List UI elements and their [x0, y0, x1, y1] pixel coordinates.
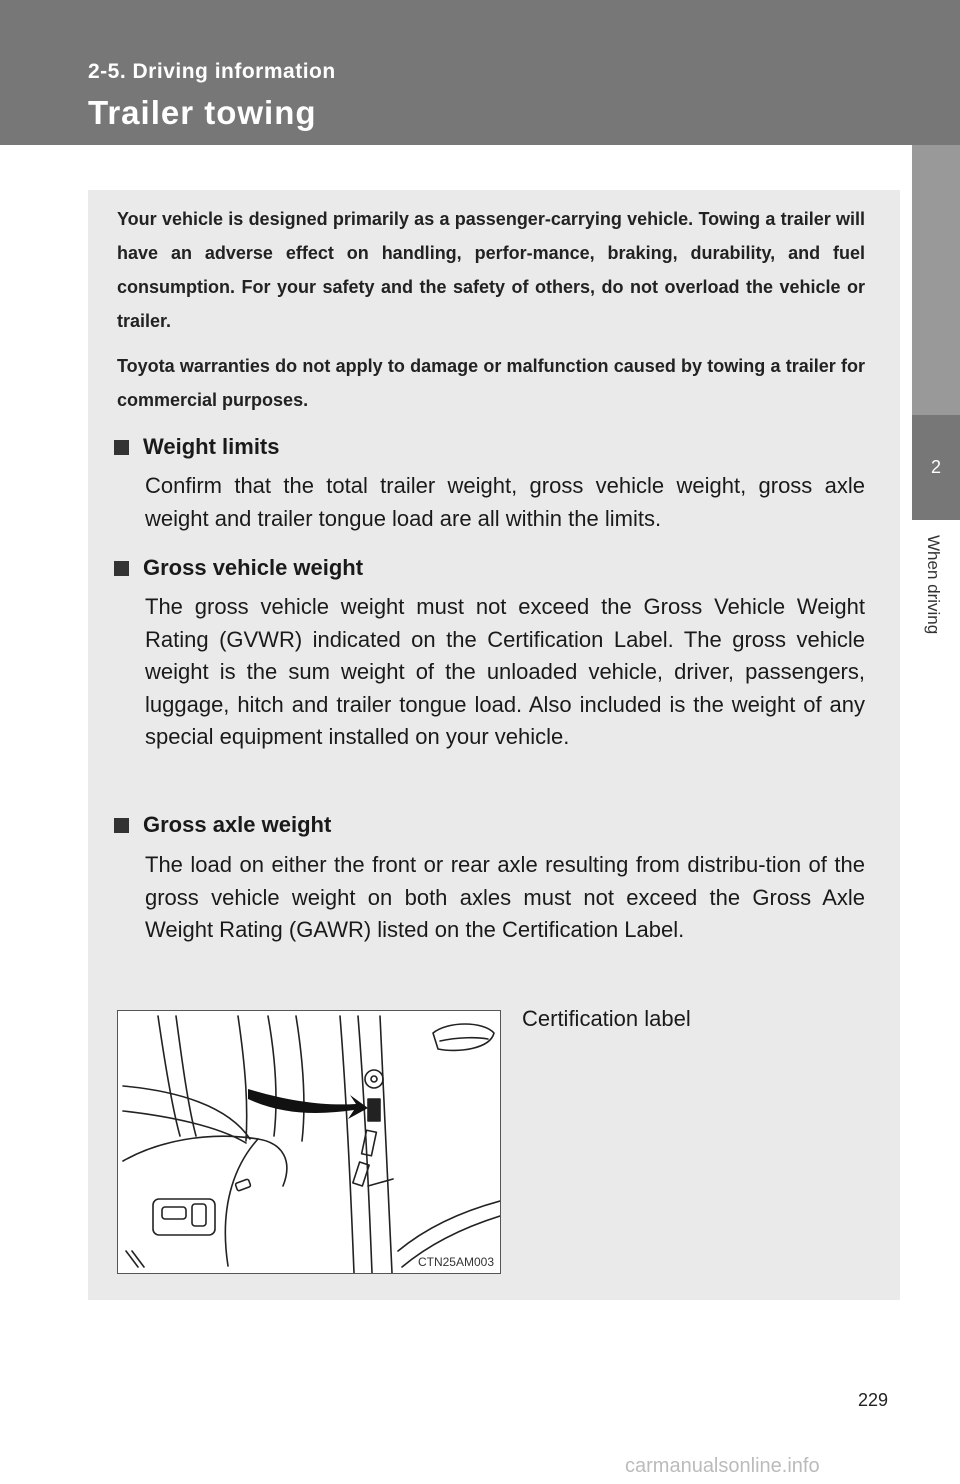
page-number: 229 — [858, 1390, 889, 1410]
side-tab-top — [912, 145, 960, 415]
section-label: 2-5. Driving information — [88, 60, 336, 83]
intro-paragraph-1: Your vehicle is designed primarily as a passenger-carrying vehicle. Towing a trailer will have an adverse effect on handling, perfor-mance, braking, durability, and fuel consumption. For your safety and the safety of others, do not overload the vehicle or trailer. — [117, 209, 865, 331]
square-bullet-icon — [114, 818, 129, 833]
watermark-text: carmanualsonline.info — [625, 1455, 820, 1477]
page-title: Trailer towing — [88, 94, 317, 131]
gross-vehicle-weight-text: The gross vehicle weight must not exceed the Gross Vehicle Weight Rating (GVWR) indicated on the Certification Label. The gross vehicle weight is the sum weight of the unloaded vehicle, driver, passengers, luggage, hitch and trailer tongue load. Also included is the weight of any special equipment installed on your vehicle. — [145, 594, 865, 749]
heading-weight-limits — [114, 434, 280, 460]
heading-text: Gross vehicle weight — [143, 555, 364, 580]
figure-code: CTN25AM003 — [417, 1255, 494, 1269]
door-pillar-illustration — [118, 1011, 500, 1273]
square-bullet-icon — [114, 440, 129, 455]
certification-label-illustration — [117, 1010, 501, 1274]
gross-axle-weight-text: The load on either the front or rear axle resulting from distribu-tion of the gross vehicle weight on both axles must not exceed the Gross Axle Weight Rating (GAWR) listed on the Certification Label. — [145, 852, 865, 942]
weight-limits-text: Confirm that the total trailer weight, gross vehicle weight, gross axle weight and trailer tongue load are all within the limits. — [145, 473, 865, 531]
heading-gross-axle-weight — [114, 812, 331, 838]
intro-paragraph-2: Toyota warranties do not apply to damage or malfunction caused by towing a trailer for commercial purposes. — [117, 356, 865, 410]
heading-text: Gross axle weight — [143, 812, 332, 837]
chapter-number-tab: 2 — [912, 415, 960, 520]
chapter-label: When driving — [924, 535, 943, 635]
square-bullet-icon — [114, 561, 129, 576]
page-header — [0, 0, 960, 145]
heading-gross-vehicle-weight — [114, 555, 363, 581]
heading-text: Weight limits — [143, 434, 280, 459]
figure-caption: Certification label — [522, 1006, 691, 1031]
